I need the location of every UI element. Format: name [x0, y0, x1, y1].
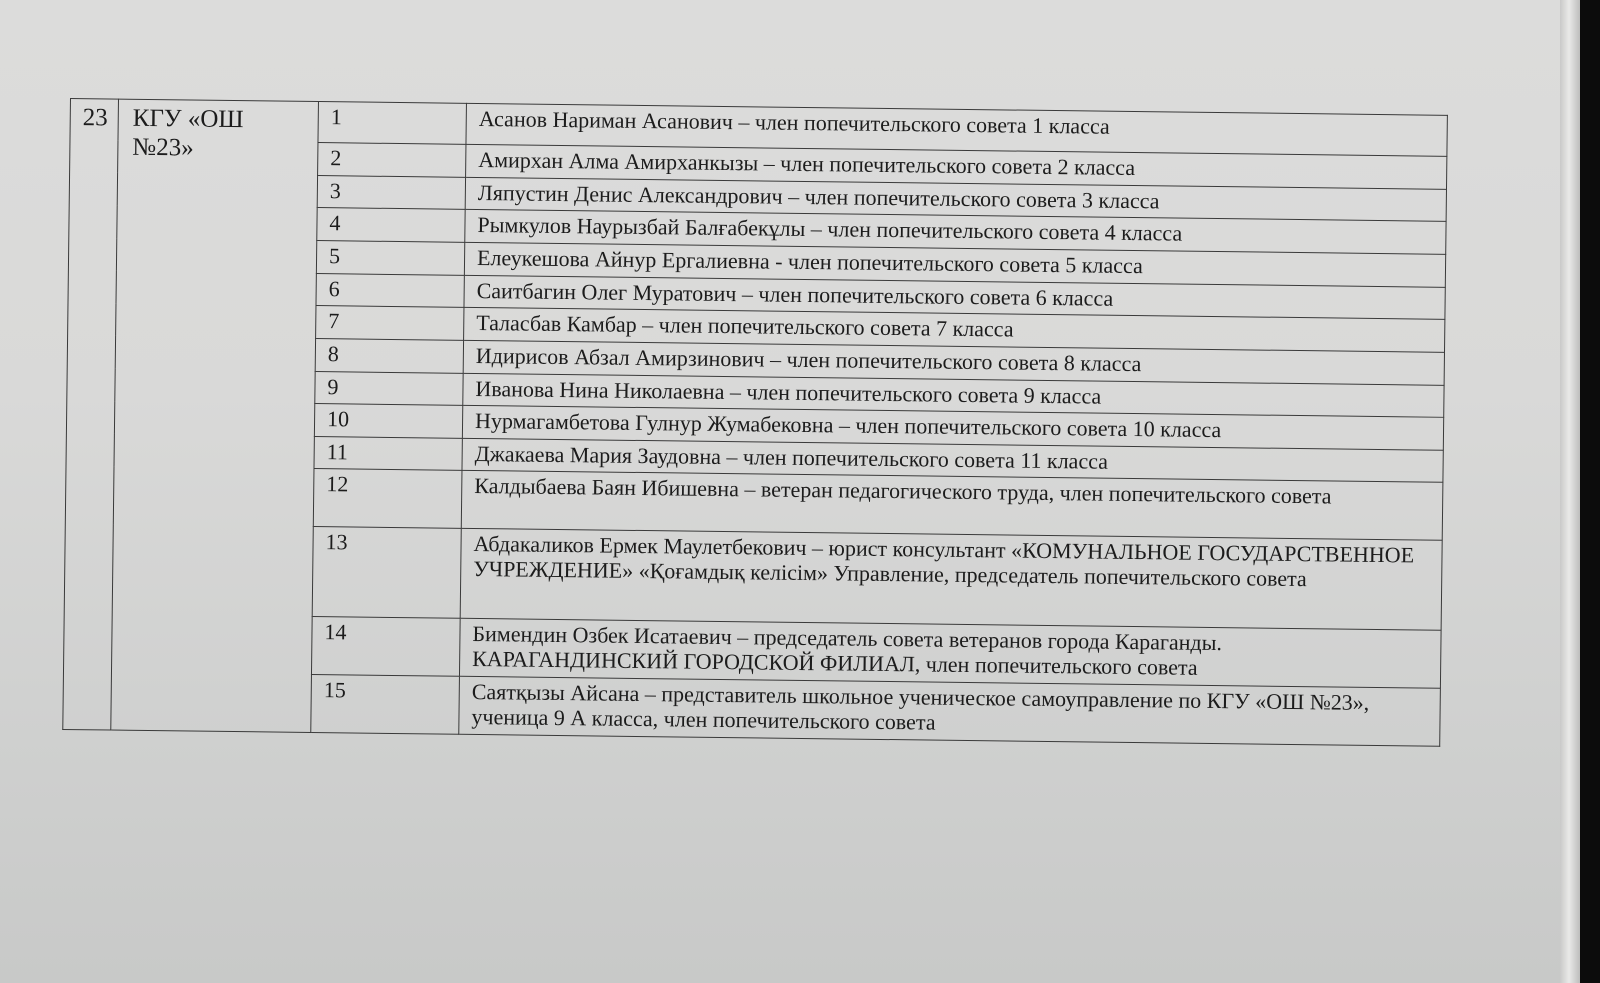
- member-description: Елеукешова Айнур Ергалиевна - член попечительского совета 5 класса: [464, 242, 1445, 287]
- member-description: Таласбав Камбар – член попечительского совета 7 класса: [464, 308, 1445, 353]
- member-description: Нурмагамбетова Гулнур Жумабековна – член попечительского совета 10 класса: [462, 406, 1443, 451]
- member-index: 5: [316, 241, 464, 275]
- member-description: Бимендин Озбек Исатаевич – председатель совета ветеранов города Караганды. КАРАГАНДИНСКИЙ ГОРОДСКОЙ ФИЛИАЛ, член попечительского совета: [459, 618, 1441, 688]
- member-index: 10: [314, 404, 462, 438]
- member-index: 1: [318, 102, 466, 145]
- member-description: Джакаева Мария Заудовна – член попечительского совета 11 класса: [462, 438, 1443, 483]
- member-description: Ляпустин Денис Александрович – член попечительского совета 3 класса: [465, 177, 1446, 222]
- member-index: 9: [315, 371, 463, 405]
- member-description: Саитбагин Олег Муратович – член попечительского совета 6 класса: [464, 275, 1445, 320]
- member-index: 2: [318, 143, 466, 177]
- trustee-board-table: [62, 98, 1448, 747]
- member-index: 7: [316, 306, 464, 340]
- member-index: 11: [314, 436, 462, 470]
- member-index: 13: [312, 527, 461, 618]
- member-index: 14: [311, 616, 460, 676]
- member-index: 6: [316, 273, 464, 307]
- member-description: Рымкулов Наурызбай Балғабекұлы – член попечительского совета 4 класса: [465, 210, 1446, 255]
- member-description: Идирисов Абзал Амирзинович – член попечительского совета 8 класса: [463, 340, 1444, 385]
- member-description: Амирхан Алма Амирханкызы – член попечительского совета 2 класса: [466, 144, 1447, 189]
- paper-edge: [1560, 0, 1580, 983]
- member-description: Асанов Нариман Асанович – член попечительского совета 1 класса: [466, 103, 1447, 156]
- entry-number: 23: [63, 99, 119, 731]
- member-description: Калдыбаева Баян Ибишевна – ветеран педагогического труда, член попечительского совета: [461, 471, 1443, 541]
- member-index: 4: [317, 208, 465, 242]
- member-index: 15: [311, 674, 460, 734]
- member-description: Саятқызы Айсана – представитель школьное ученическое самоуправление по КГУ «ОШ №23», ученица 9 А класса, член попечительского совета: [459, 676, 1441, 746]
- member-index: 3: [317, 175, 465, 209]
- organization-name: КГУ «ОШ №23»: [111, 99, 319, 732]
- member-description: Иванова Нина Николаевна – член попечительского совета 9 класса: [463, 373, 1444, 418]
- member-index: 12: [313, 469, 462, 529]
- member-index: 8: [315, 338, 463, 372]
- member-description: Абдакаликов Ермек Маулетбекович – юрист консультант «КОМУНАЛЬНОЕ ГОСУДАРСТВЕННОЕ УЧРЕЖДЕНИЕ» «Қоғамдық келісім» Управление, председатель попечительского совета: [460, 529, 1442, 631]
